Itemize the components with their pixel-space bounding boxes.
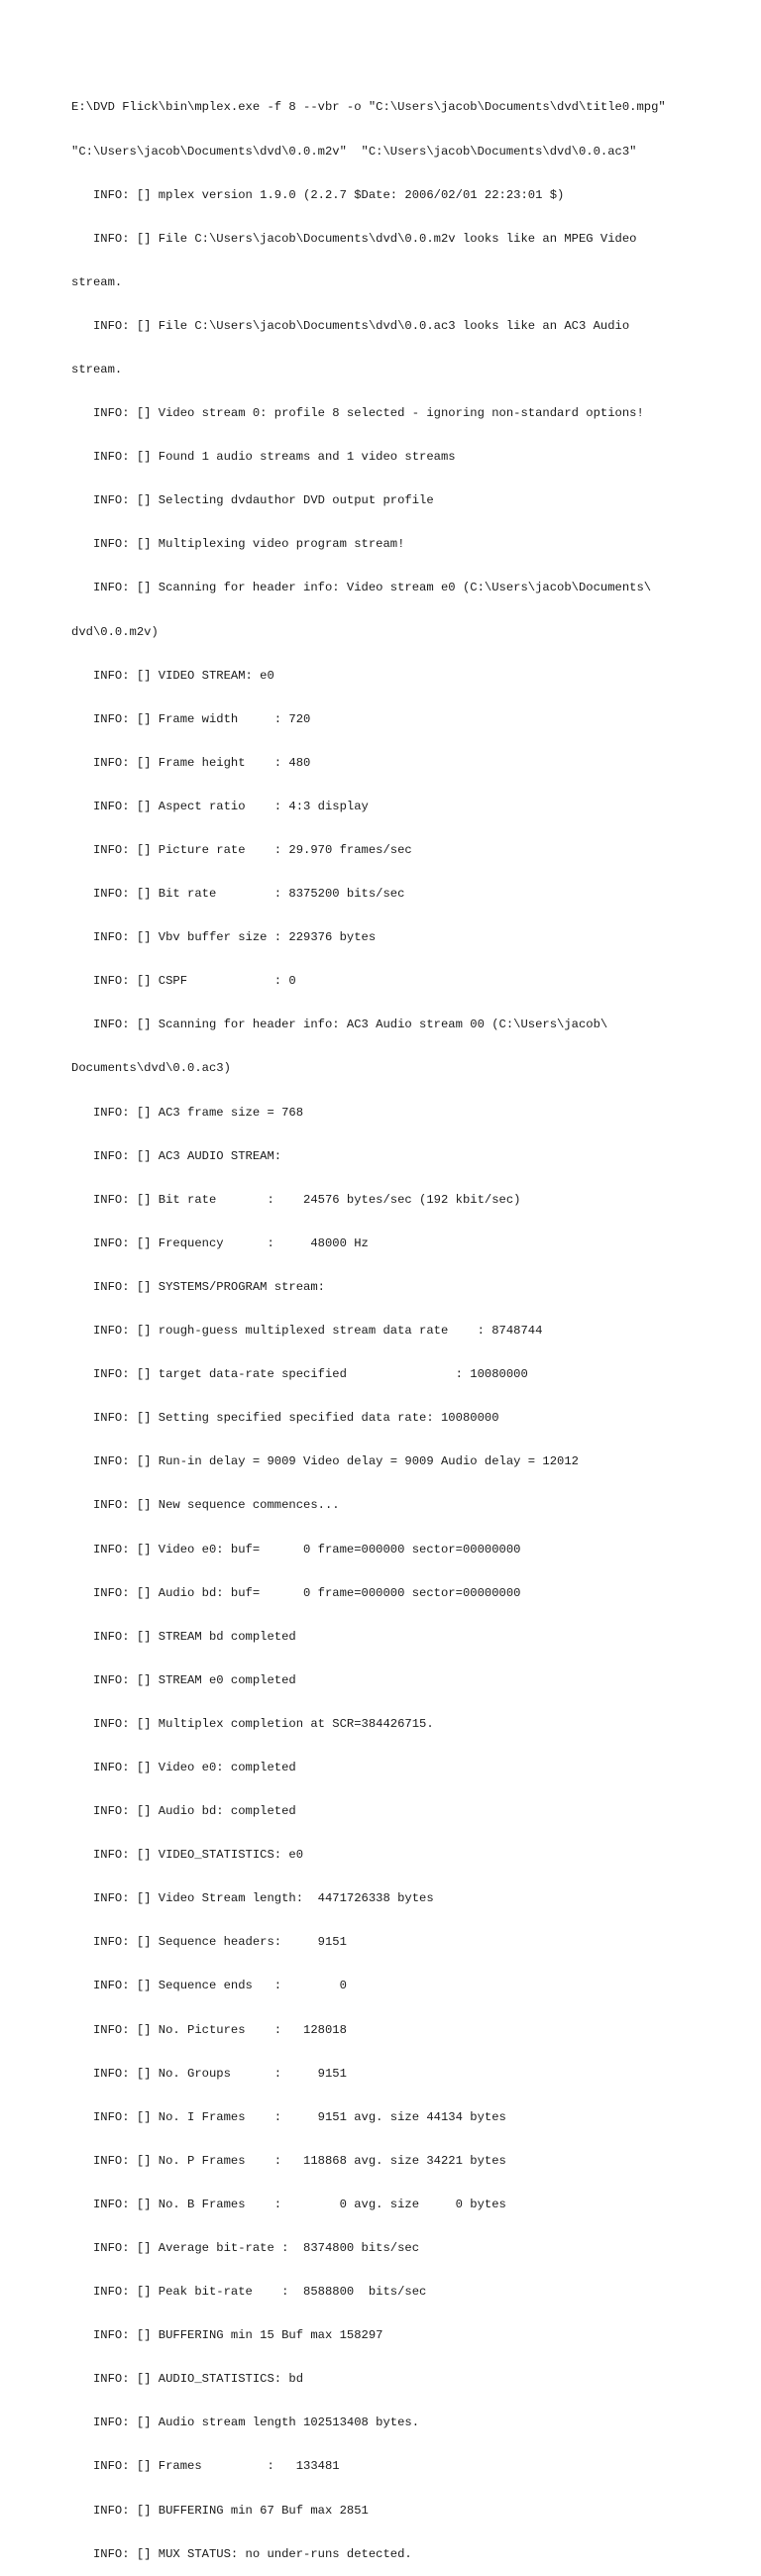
log-line: INFO: [] BUFFERING min 67 Buf max 2851 <box>71 2503 369 2518</box>
log-line: INFO: [] Selecting dvdauthor DVD output profile <box>71 493 434 508</box>
log-line: INFO: [] AC3 frame size = 768 <box>71 1105 304 1120</box>
log-line: INFO: [] STREAM bd completed <box>71 1629 296 1644</box>
log-line: INFO: [] File C:\Users\jacob\Documents\dvd\0.0.ac3 looks like an AC3 Audio <box>71 318 630 333</box>
log-line: INFO: [] AUDIO_STATISTICS: bd <box>71 2372 304 2387</box>
log-line: stream. <box>71 362 123 376</box>
log-line: INFO: [] New sequence commences... <box>71 1498 340 1513</box>
command-line-continued: "C:\Users\jacob\Documents\dvd\0.0.m2v" "C:\Users\jacob\Documents\dvd\0.0.ac3" <box>71 144 637 159</box>
log-line: INFO: [] Audio bd: completed <box>71 1804 296 1819</box>
log-line: INFO: [] No. P Frames : 118868 avg. size 34221 bytes <box>71 2153 506 2168</box>
log-line: INFO: [] Aspect ratio : 4:3 display <box>71 799 369 813</box>
log-line: INFO: [] Frame height : 480 <box>71 755 311 770</box>
log-line: INFO: [] No. B Frames : 0 avg. size 0 bytes <box>71 2197 506 2211</box>
log-line: INFO: [] target data-rate specified : 10080000 <box>71 1367 528 1382</box>
log-line: INFO: [] Scanning for header info: Video stream e0 (C:\Users\jacob\Documents\ <box>71 581 652 595</box>
log-line: INFO: [] Multiplex completion at SCR=384426715. <box>71 1716 434 1731</box>
log-line: Documents\dvd\0.0.ac3) <box>71 1061 231 1076</box>
log-line: INFO: [] Frame width : 720 <box>71 711 311 726</box>
log-line: INFO: [] File C:\Users\jacob\Documents\dvd\0.0.m2v looks like an MPEG Video <box>71 231 637 246</box>
log-line: INFO: [] Picture rate : 29.970 frames/sec <box>71 843 412 857</box>
log-line: INFO: [] Multiplexing video program stream! <box>71 537 405 552</box>
log-line: INFO: [] No. I Frames : 9151 avg. size 44134 bytes <box>71 2109 506 2124</box>
log-line: INFO: [] Peak bit-rate : 8588800 bits/sec <box>71 2285 427 2300</box>
log-line: INFO: [] CSPF : 0 <box>71 974 296 989</box>
log-line: INFO: [] Bit rate : 24576 bytes/sec (192 kbit/sec) <box>71 1192 521 1207</box>
log-line: INFO: [] Vbv buffer size : 229376 bytes <box>71 930 377 945</box>
log-line: INFO: [] Sequence ends : 0 <box>71 1979 347 1993</box>
log-line: INFO: [] Setting specified specified data rate: 10080000 <box>71 1411 499 1426</box>
log-line: INFO: [] Frequency : 48000 Hz <box>71 1235 369 1250</box>
log-line: INFO: [] VIDEO STREAM: e0 <box>71 668 274 683</box>
log-line: INFO: [] SYSTEMS/PROGRAM stream: <box>71 1279 325 1294</box>
log-line: INFO: [] Bit rate : 8375200 bits/sec <box>71 887 405 902</box>
log-line: dvd\0.0.m2v) <box>71 624 159 639</box>
log-line: INFO: [] Video e0: completed <box>71 1760 296 1774</box>
mplex-log-document <box>71 71 706 2576</box>
log-line: INFO: [] Video stream 0: profile 8 selected - ignoring non-standard options! <box>71 406 644 421</box>
log-line: INFO: [] VIDEO_STATISTICS: e0 <box>71 1848 304 1863</box>
log-line: INFO: [] Average bit-rate : 8374800 bits/sec <box>71 2241 420 2255</box>
log-line: INFO: [] Video e0: buf= 0 frame=000000 sector=00000000 <box>71 1542 521 1556</box>
log-line: INFO: [] Frames : 133481 <box>71 2459 340 2474</box>
log-line: INFO: [] BUFFERING min 15 Buf max 158297 <box>71 2328 383 2343</box>
log-line: stream. <box>71 274 123 289</box>
log-line: INFO: [] STREAM e0 completed <box>71 1672 296 1687</box>
log-line: INFO: [] Scanning for header info: AC3 Audio stream 00 (C:\Users\jacob\ <box>71 1018 608 1032</box>
log-line: INFO: [] Sequence headers: 9151 <box>71 1935 347 1950</box>
log-line: INFO: [] No. Pictures : 128018 <box>71 2022 347 2037</box>
log-line: INFO: [] mplex version 1.9.0 (2.2.7 $Date: 2006/02/01 22:23:01 $) <box>71 187 565 202</box>
command-line: E:\DVD Flick\bin\mplex.exe -f 8 --vbr -o "C:\Users\jacob\Documents\dvd\title0.mpg" <box>71 100 666 115</box>
log-line: INFO: [] No. Groups : 9151 <box>71 2066 347 2081</box>
log-line: INFO: [] MUX STATUS: no under-runs detected. <box>71 2546 412 2561</box>
log-line: INFO: [] rough-guess multiplexed stream data rate : 8748744 <box>71 1324 543 1339</box>
log-line: INFO: [] Video Stream length: 4471726338 bytes <box>71 1891 434 1906</box>
log-line: INFO: [] AC3 AUDIO STREAM: <box>71 1148 282 1163</box>
log-line: INFO: [] Audio stream length 102513408 bytes. <box>71 2415 420 2430</box>
log-line: INFO: [] Audio bd: buf= 0 frame=000000 sector=00000000 <box>71 1585 521 1600</box>
log-line: INFO: [] Found 1 audio streams and 1 video streams <box>71 450 456 465</box>
log-line: INFO: [] Run-in delay = 9009 Video delay = 9009 Audio delay = 12012 <box>71 1454 579 1469</box>
